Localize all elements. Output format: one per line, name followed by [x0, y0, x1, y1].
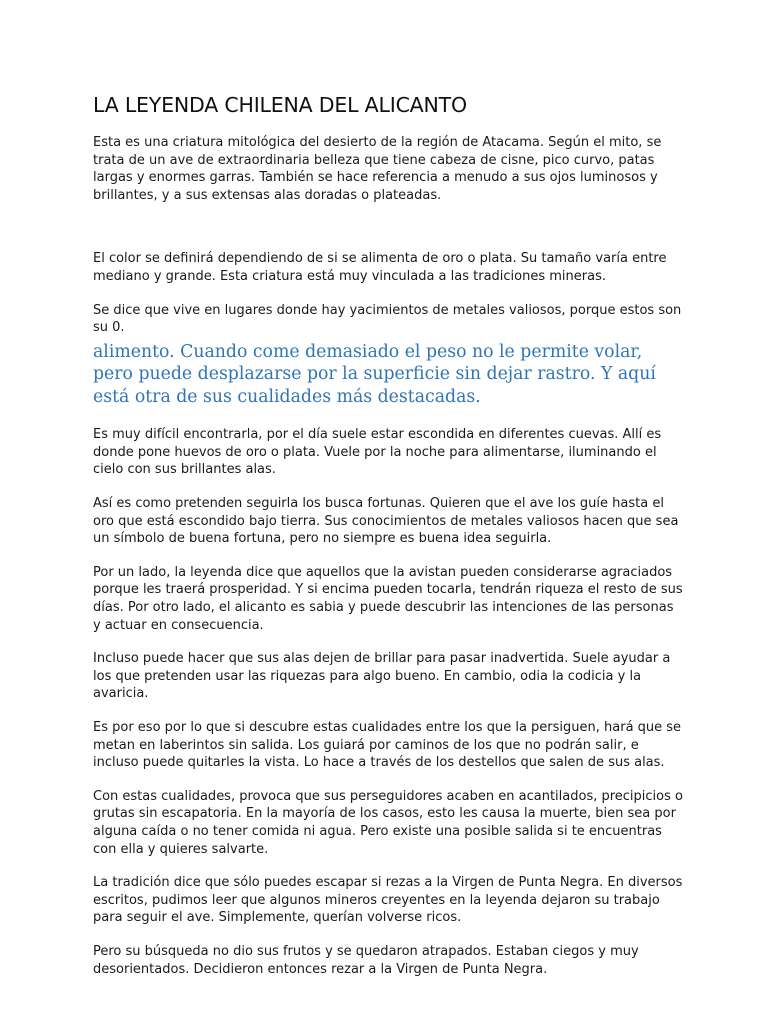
document-title: LA LEYENDA CHILENA DEL ALICANTO: [93, 93, 467, 117]
paragraph-6: Así es como pretenden seguirla los busca fortunas. Quieren que el ave los guíe hasta el oro que está escondido bajo tierra. Sus conocimientos de metales valiosos hacen que sea un símbolo de buena fortuna, pero no siempre es buena idea seguirla.: [93, 496, 679, 547]
highlighted-paragraph: alimento. Cuando come demasiado el peso no le permite volar, pero puede desplazarse por la superficie sin dejar rastro. Y aquí está otra de sus cualidades más destacadas.: [93, 341, 656, 407]
document-body: [93, 92, 683, 994]
paragraph-10: Con estas cualidades, provoca que sus perseguidores acaben en acantilados, precipicios o grutas sin escapatoria. En la mayoría de los casos, esto les causa la muerte, bien sea por alguna caída o no tener comida ni agua. Pero existe una posible salida si te encuentras con ella y quieres salvarte.: [93, 788, 683, 857]
paragraph-7: Por un lado, la leyenda dice que aquellos que la avistan pueden considerarse agraciados porque les traerá prosperidad. Y si encima pueden tocarla, tendrán riqueza el resto de sus días. Por otro lado, el alicanto es sabia y puede descubrir las intenciones de las personas y actuar en consecuencia.: [93, 564, 683, 633]
paragraph-9: Es por eso por lo que si descubre estas cualidades entre los que la persiguen, hará que se metan en laberintos sin salida. Los guiará por caminos de los que no podrán salir, e incluso puede quitarles la vista. Lo hace a través de los destellos que salen de sus alas.: [93, 719, 682, 771]
paragraph-5: Es muy difícil encontrarla, por el día suele estar escondida en diferentes cuevas. Allí es donde pone huevos de oro o plata. Vuele por la noche para alimentarse, iluminando el cielo con sus brillantes alas.: [93, 427, 662, 478]
paragraph-3: Se dice que vive en lugares donde hay yacimientos de metales valiosos, porque estos son su 0.: [93, 302, 682, 336]
paragraph-12: Pero su búsqueda no dio sus frutos y se quedaron atrapados. Estaban ciegos y muy desorientados. Decidieron entonces rezar a la Virgen de Punta Negra.: [93, 943, 639, 977]
paragraph-8: Incluso puede hacer que sus alas dejen de brillar para pasar inadvertida. Suele ayudar a los que pretenden usar las riquezas para algo bueno. En cambio, odia la codicia y la avaricia.: [93, 651, 671, 702]
paragraph-11: La tradición dice que sólo puedes escapar si rezas a la Virgen de Punta Negra. En diversos escritos, pudimos leer que algunos mineros creyentes en la leyenda dejaron su trabajo para seguir el ave. Simplemente, querían volverse ricos.: [93, 875, 683, 926]
paragraph-1: Esta es una criatura mitológica del desierto de la región de Atacama. Según el mito, se trata de un ave de extraordinaria belleza que tiene cabeza de cisne, pico curvo, patas largas y enormes garras. También se hace referencia a menudo a sus ojos luminosos y brillantes, y a sus extensas alas doradas o plateadas.: [93, 135, 662, 203]
paragraph-2: El color se definirá dependiendo de si se alimenta de oro o plata. Su tamaño varía entre mediano y grande. Esta criatura está muy vinculada a las tradiciones mineras.: [93, 251, 667, 284]
